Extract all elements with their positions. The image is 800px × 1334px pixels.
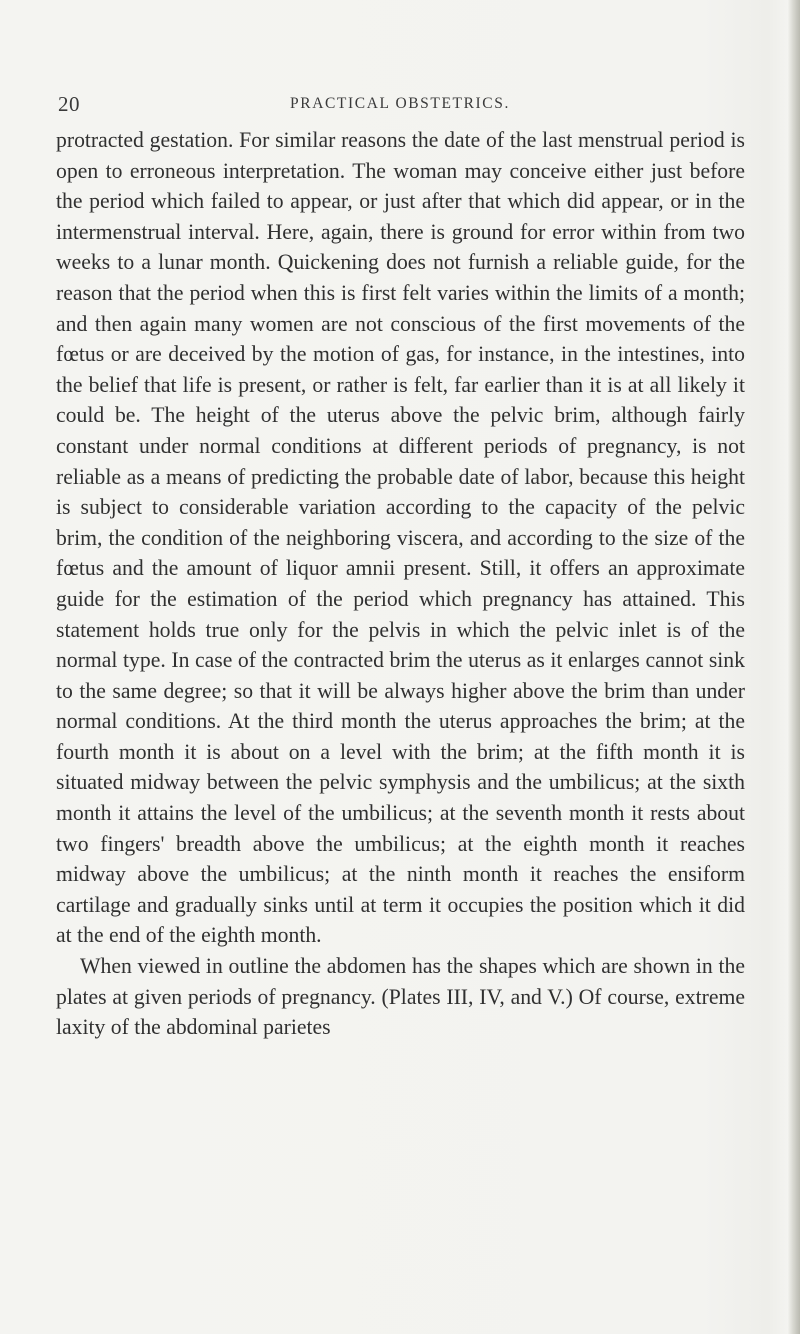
page-number: 20: [58, 92, 80, 116]
running-head: PRACTICAL OBSTETRICS.: [290, 95, 510, 112]
body-text: [56, 125, 745, 1043]
page-edge: [788, 0, 800, 1334]
paragraph: protracted gestation. For similar reasons the date of the last menstrual period is open to erroneous interpretation. The woman may conceive either just before the period which failed to appear, or just after that which did appear, or in the intermenstrual interval. Here, again, there is ground for error within from two weeks to a lunar month. Quickening does not furnish a reliable guide, for the reason that the period when this is first felt varies within the limits of a month; and then again many women are not conscious of the first movements of the fœtus or are deceived by the motion of gas, for instance, in the intestines, into the belief that life is present, or rather is felt, far earlier than it is at all likely it could be. The height of the uterus above the pelvic brim, although fairly constant under normal conditions at different periods of pregnancy, is not reliable as a means of predicting the probable date of labor, because this height is subject to considerable variation according to the capacity of the pelvic brim, the condition of the neighboring viscera, and according to the size of the fœtus and the amount of liquor amnii present. Still, it offers an approximate guide for the estimation of the period which pregnancy has attained. This statement holds true only for the pelvis in which the pelvic inlet is of the normal type. In case of the contracted brim the uterus as it enlarges cannot sink to the same degree; so that it will be always higher above the brim than under normal conditions. At the third month the uterus approaches the brim; at the fourth month it is about on a level with the brim; at the fifth month it is situated midway between the pelvic symphysis and the umbilicus; at the sixth month it attains the level of the umbilicus; at the seventh month it rests about two fingers' breadth above the umbilicus; at the eighth month it reaches midway above the umbilicus; at the ninth month it reaches the ensiform cartilage and gradually sinks until at term it occupies the position which it did at the end of the eighth month.: [56, 128, 745, 948]
paragraph: When viewed in outline the abdomen has the shapes which are shown in the plates at given periods of pregnancy. (Plates III, IV, and V.) Of course, extreme laxity of the abdominal parietes: [56, 954, 745, 1040]
